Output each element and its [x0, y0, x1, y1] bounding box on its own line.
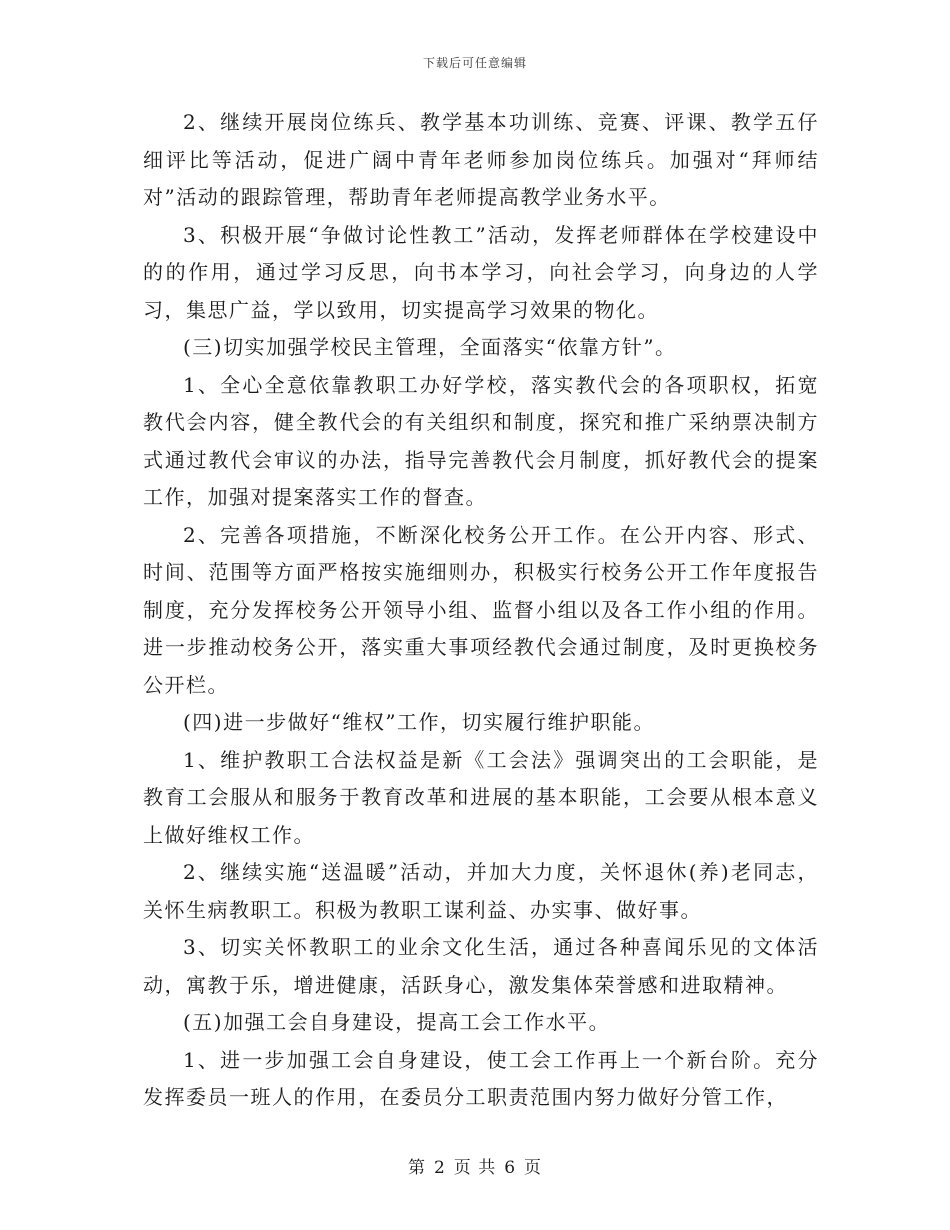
section-heading: (四)进一步做好“维权”工作，切实履行维护职能。 — [183, 710, 656, 734]
paragraph: 3、切实关怀教职工的业余文化生活，通过各种喜闻乐见的文体活动，寓教于乐，增进健康，活跃身心，激发集体荣誉感和进取精神。 — [143, 935, 819, 997]
section-heading: (三)切实加强学校民主管理，全面落实“依靠方针”。 — [183, 335, 677, 359]
document-body — [143, 104, 819, 1117]
paragraph: 2、完善各项措施，不断深化校务公开工作。在公开内容、形式、时间、范围等方面严格按实施细则办，积极实行校务公开工作年度报告制度，充分发挥校务公开领导小组、监督小组以及各工作小组的作用。进一步推动校务公开，落实重大事项经教代会通过制度，及时更换校务公开栏。 — [143, 522, 819, 697]
footer-prefix: 第 — [407, 1158, 426, 1178]
paragraph: 1、进一步加强工会自身建设，使工会工作再上一个新台阶。充分发挥委员一班人的作用，在委员分工职责范围内努力做好分管工作， — [143, 1047, 819, 1109]
footer-middle: 页 共 — [453, 1158, 497, 1178]
section-heading: (五)加强工会自身建设，提高工会工作水平。 — [183, 1010, 611, 1034]
page-number: 2 — [433, 1158, 446, 1178]
paragraph: 2、继续实施“送温暖”活动，并加大力度，关怀退休(养)老同志，关怀生病教职工。积极为教职工谋利益、办实事、做好事。 — [143, 860, 819, 922]
page-footer — [0, 1153, 950, 1178]
paragraph: 3、积极开展“争做讨论性教工”活动，发挥老师群体在学校建设中的的作用，通过学习反思，向书本学习，向社会学习，向身边的人学习，集思广益，学以致用，切实提高学习效果的物化。 — [143, 222, 819, 322]
paragraph: 1、全心全意依靠教职工办好学校，落实教代会的各项职权，拓宽教代会内容，健全教代会的有关组织和制度，探究和推广采纳票决制方式通过教代会审议的办法，指导完善教代会月制度，抓好教代会的提案工作，加强对提案落实工作的督查。 — [143, 372, 819, 509]
footer-suffix: 页 — [524, 1158, 543, 1178]
page-header: 下载后可任意编辑 — [422, 56, 527, 70]
paragraph: 1、维护教职工合法权益是新《工会法》强调突出的工会职能，是教育工会服从和服务于教育改革和进展的基本职能，工会要从根本意义上做好维权工作。 — [143, 747, 819, 847]
page-total: 6 — [504, 1158, 517, 1178]
paragraph: 2、继续开展岗位练兵、教学基本功训练、竞赛、评课、教学五仔细评比等活动，促进广阔中青年老师参加岗位练兵。加强对“拜师结对”活动的跟踪管理，帮助青年老师提高教学业务水平。 — [143, 110, 819, 209]
